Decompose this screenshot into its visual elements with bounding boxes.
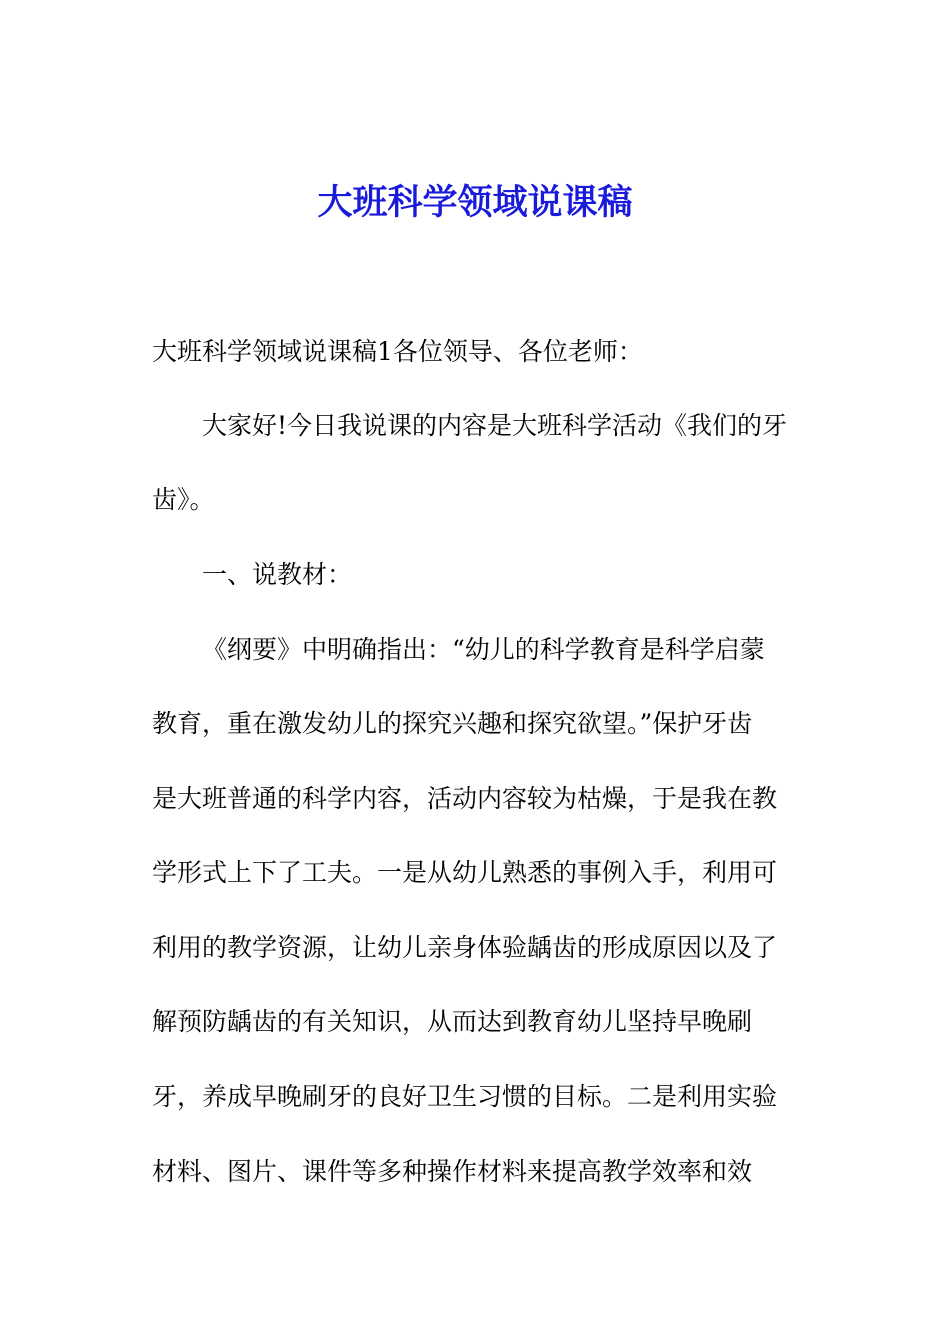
paragraph-line: 大班科学领域说课稿1各位领导、各位老师： (152, 337, 643, 366)
paragraph-line: 材料、图片、课件等多种操作材料来提高教学效率和效 (152, 1157, 753, 1186)
paragraph-line: 教育，重在激发幼儿的探究兴趣和探究欲望。”保护牙齿 (152, 709, 753, 738)
paragraph-line: 齿》。 (152, 485, 215, 514)
paragraph-line: 牙，养成早晚刷牙的良好卫生习惯的目标。二是利用实验 (152, 1082, 778, 1111)
paragraph-line: 利用的教学资源，让幼儿亲身体验龋齿的形成原因以及了 (152, 933, 778, 962)
paragraph-line: 解预防龋齿的有关知识，从而达到教育幼儿坚持早晚刷 (152, 1007, 753, 1036)
paragraph-line: 是大班普通的科学内容，活动内容较为枯燥，于是我在教 (152, 784, 778, 813)
paragraph-line: 大家好!今日我说课的内容是大班科学活动《我们的牙 (202, 411, 788, 440)
section-heading: 一、说教材： (202, 560, 353, 589)
paragraph-line: 《纲要》中明确指出：“幼儿的科学教育是科学启蒙 (202, 635, 765, 664)
paragraph-line: 学形式上下了工夫。一是从幼儿熟悉的事例入手，利用可 (152, 858, 778, 887)
document-title: 大班科学领域说课稿 (317, 182, 633, 223)
